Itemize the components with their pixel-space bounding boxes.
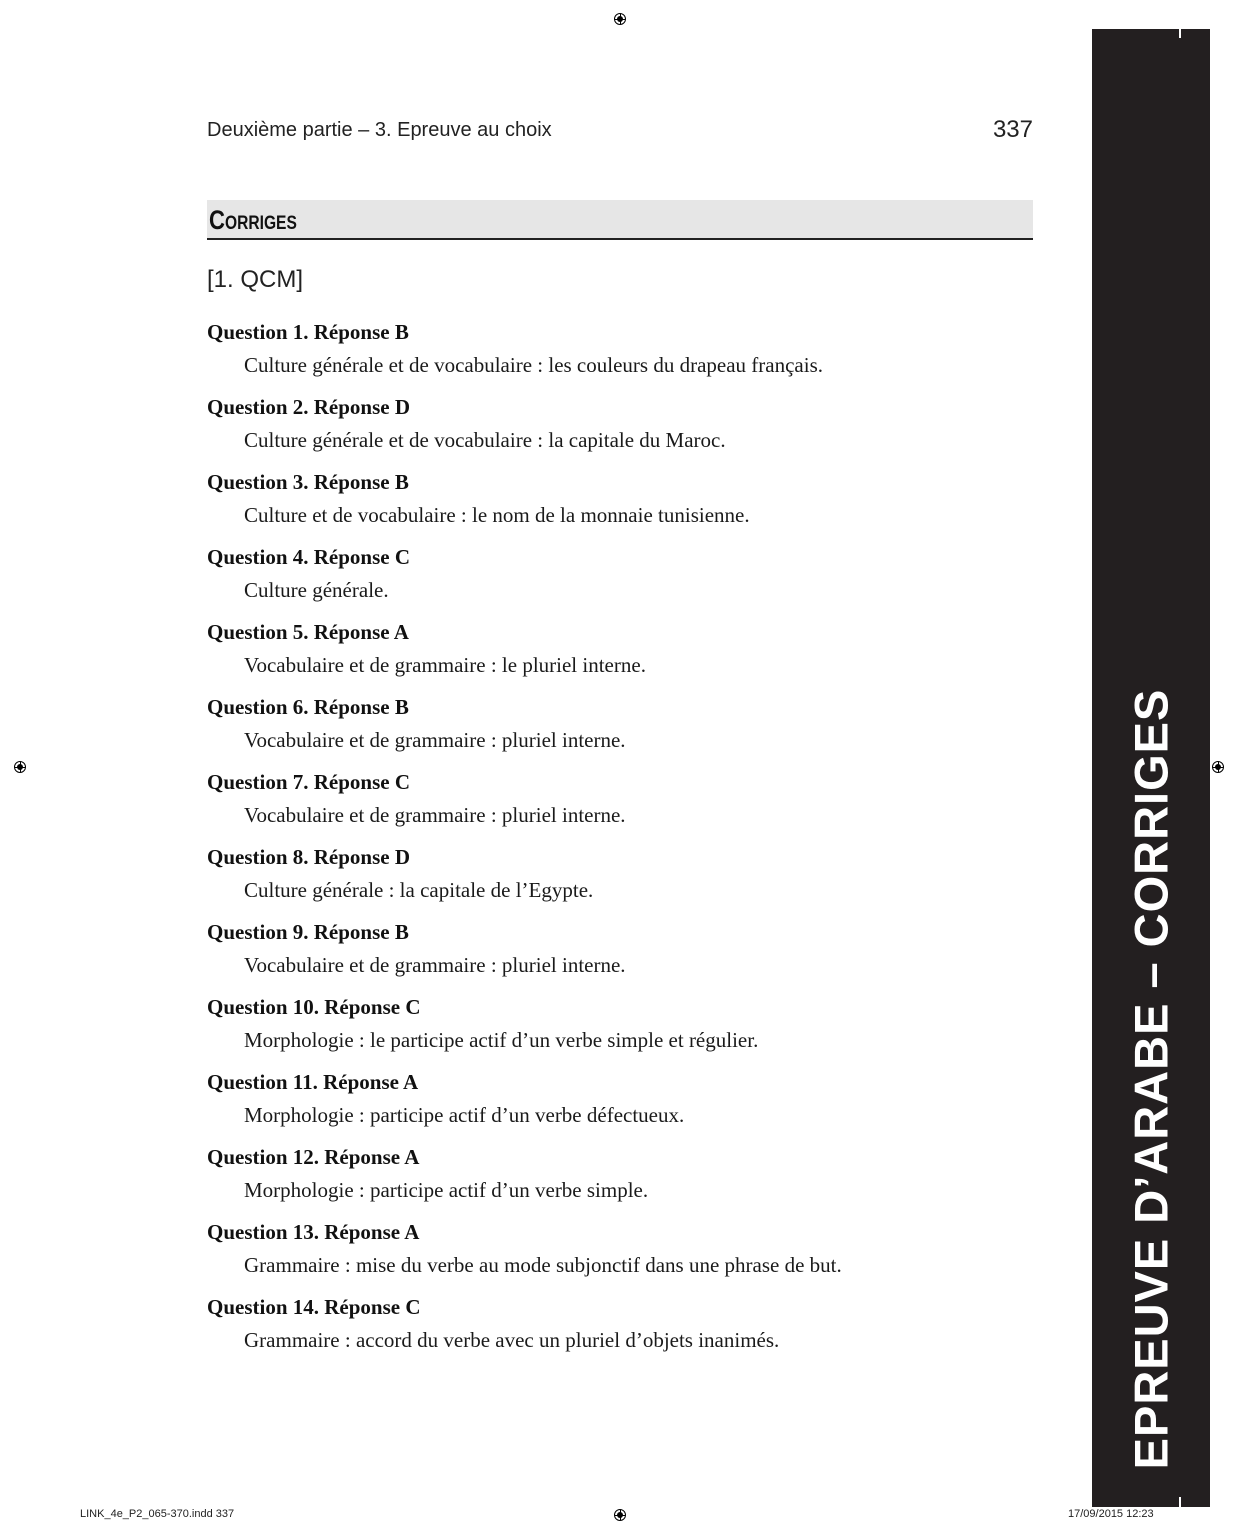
- answer-item: [207, 543, 1033, 618]
- registration-mark: [1212, 761, 1224, 773]
- answer-heading: Question 8. Réponse D: [207, 845, 411, 869]
- answer-explanation: Grammaire : mise du verbe au mode subjonctif dans une phrase de but.: [244, 1253, 842, 1277]
- crop-mark: [1179, 29, 1181, 38]
- answer-item: [207, 1218, 1033, 1293]
- print-slug-datetime: 17/09/2015 12:23: [1068, 1508, 1154, 1520]
- answer-heading: Question 7. Réponse C: [207, 770, 411, 794]
- answer-heading: Question 4. Réponse C: [207, 545, 411, 569]
- answer-explanation: Grammaire : accord du verbe avec un pluriel d’objets inanimés.: [244, 1328, 780, 1352]
- registration-mark: [614, 13, 626, 25]
- answer-explanation: Vocabulaire et de grammaire : le pluriel interne.: [244, 653, 646, 677]
- answer-heading: Question 1. Réponse B: [207, 320, 409, 344]
- answer-item: [207, 993, 1033, 1068]
- answer-explanation: Morphologie : le participe actif d’un verbe simple et régulier.: [244, 1028, 759, 1052]
- answer-explanation: Vocabulaire et de grammaire : pluriel interne.: [244, 953, 626, 977]
- answer-item: [207, 618, 1033, 693]
- answer-item: [207, 393, 1033, 468]
- answer-explanation: Culture générale et de vocabulaire : la capitale du Maroc.: [244, 428, 726, 452]
- crop-mark: [1179, 1497, 1181, 1507]
- answer-explanation: Culture et de vocabulaire : le nom de la monnaie tunisienne.: [244, 503, 750, 527]
- answer-heading: Question 12. Réponse A: [207, 1145, 420, 1169]
- answer-item: [207, 1068, 1033, 1143]
- answer-heading: Question 3. Réponse B: [207, 470, 409, 494]
- answer-heading: Question 10. Réponse C: [207, 995, 421, 1019]
- answer-item: [207, 918, 1033, 993]
- answer-explanation: Culture générale.: [244, 578, 389, 602]
- answer-heading: Question 14. Réponse C: [207, 1295, 421, 1319]
- answer-explanation: Morphologie : participe actif d’un verbe défectueux.: [244, 1103, 685, 1127]
- subsection-title: [1. QCM]: [207, 266, 304, 293]
- answer-item: [207, 318, 1033, 393]
- answer-heading: Question 6. Réponse B: [207, 695, 409, 719]
- registration-mark: [614, 1509, 626, 1521]
- answer-explanation: Morphologie : participe actif d’un verbe simple.: [244, 1178, 649, 1202]
- section-title: Corriges: [209, 205, 297, 235]
- answer-explanation: Culture générale et de vocabulaire : les couleurs du drapeau français.: [244, 353, 823, 377]
- answer-item: [207, 1293, 1033, 1368]
- answer-item: [207, 843, 1033, 918]
- running-head: [207, 116, 1033, 146]
- answer-heading: Question 11. Réponse A: [207, 1070, 419, 1094]
- answer-heading: Question 9. Réponse B: [207, 920, 409, 944]
- side-tab-label: EPREUVE D’ARABE – CORRIGES: [1124, 688, 1178, 1470]
- answer-explanation: Vocabulaire et de grammaire : pluriel interne.: [244, 728, 626, 752]
- answer-heading: Question 13. Réponse A: [207, 1220, 420, 1244]
- answer-item: [207, 768, 1033, 843]
- answer-list: [207, 318, 1033, 1368]
- answer-heading: Question 5. Réponse A: [207, 620, 409, 644]
- answer-explanation: Culture générale : la capitale de l’Egypte.: [244, 878, 594, 902]
- side-tab: [1092, 29, 1210, 1507]
- page-number: 337: [992, 116, 1033, 143]
- running-title: Deuxième partie – 3. Epreuve au choix: [207, 119, 552, 141]
- registration-mark: [14, 761, 26, 773]
- answer-item: [207, 468, 1033, 543]
- answer-item: [207, 1143, 1033, 1218]
- answer-item: [207, 693, 1033, 768]
- print-slug-filename: LINK_4e_P2_065-370.indd 337: [80, 1508, 235, 1520]
- answer-explanation: Vocabulaire et de grammaire : pluriel interne.: [244, 803, 626, 827]
- answer-heading: Question 2. Réponse D: [207, 395, 411, 419]
- section-heading-band: [207, 200, 1033, 240]
